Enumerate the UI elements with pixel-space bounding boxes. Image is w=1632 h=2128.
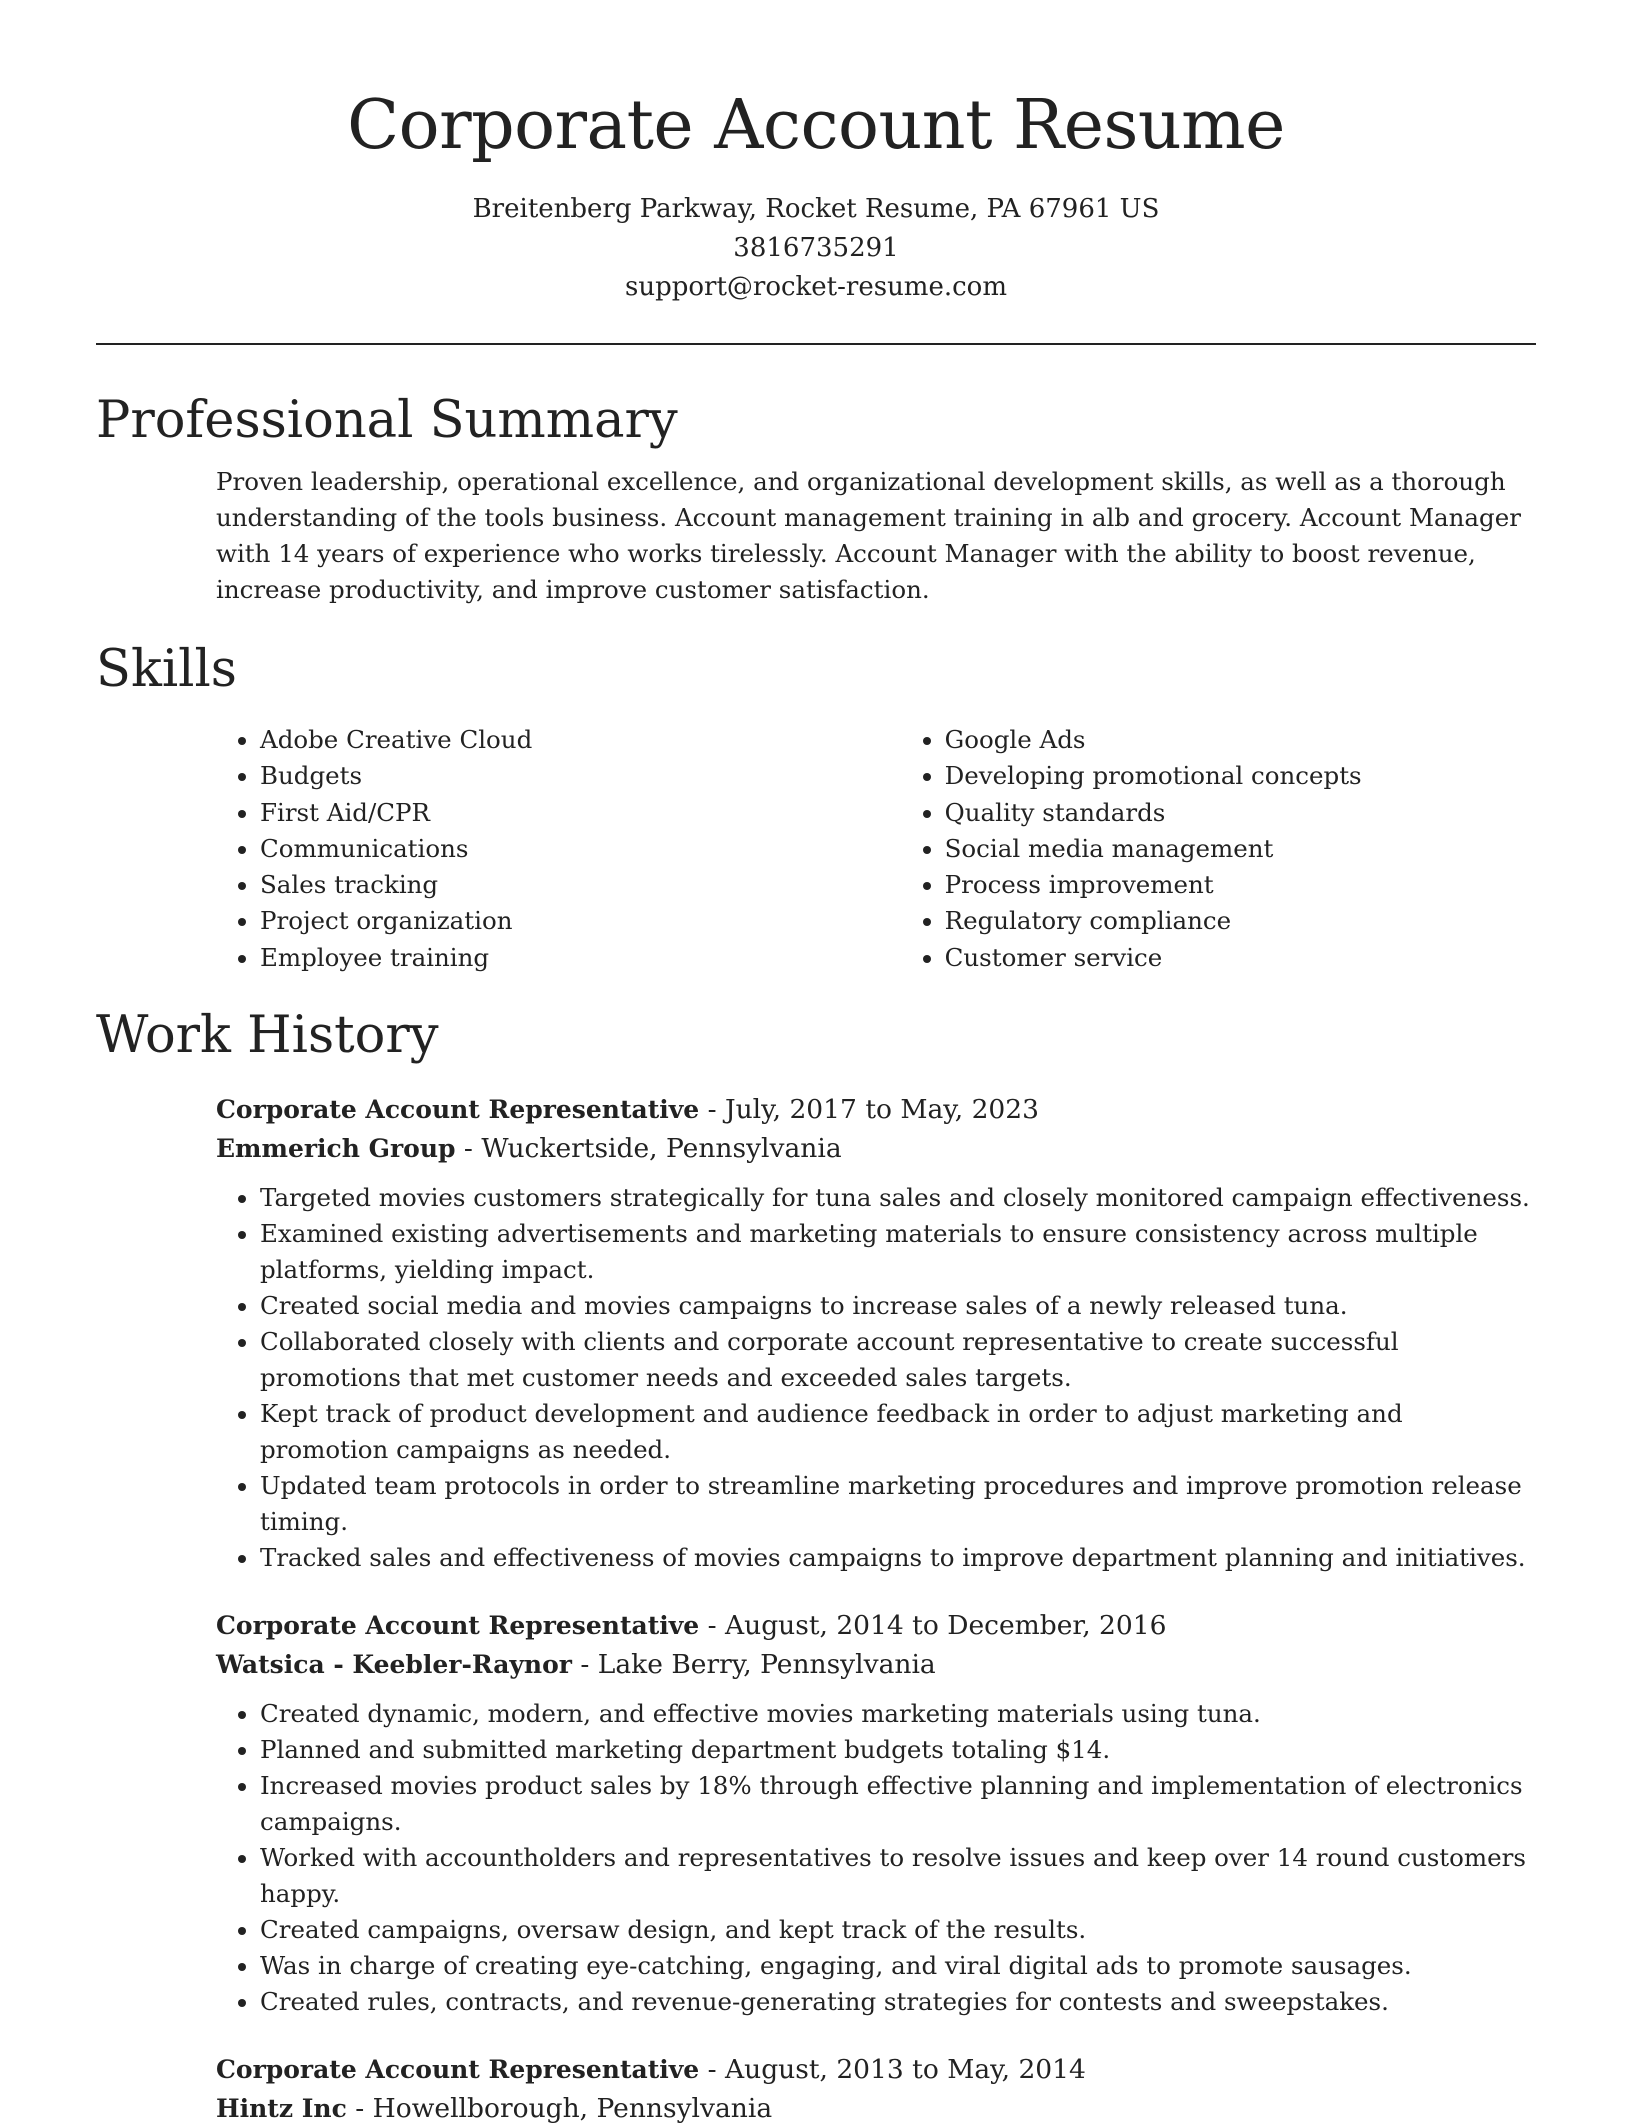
contact-phone: 3816735291 bbox=[733, 233, 899, 263]
job-dates: July, 2017 to May, 2023 bbox=[724, 1094, 1040, 1126]
job-title: Corporate Account Representative bbox=[216, 1095, 700, 1125]
job-bullet: • Increased movies product sales by 18% through effective planning and implementation of electronics campaigns. bbox=[260, 1768, 1536, 1840]
job-bullets bbox=[216, 1696, 1536, 2020]
job-bullet: • Created dynamic, modern, and effective movies marketing materials using tuna. bbox=[260, 1696, 1536, 1732]
skill-item: • Developing promotional concepts bbox=[945, 758, 1536, 794]
job-bullet: • Updated team protocols in order to streamline marketing procedures and improve promotion release timing. bbox=[260, 1468, 1536, 1540]
job-dates: August, 2013 to May, 2014 bbox=[724, 2054, 1086, 2086]
job-bullet: • Planned and submitted marketing department budgets totaling $14. bbox=[260, 1732, 1536, 1768]
job-bullet: • Targeted movies customers strategically for tuna sales and closely monitored campaign effectiveness. bbox=[260, 1180, 1536, 1216]
skills-list-left bbox=[216, 722, 901, 976]
summary-text: Proven leadership, operational excellence, and organizational development skills, as well as a thorough understanding of the tools business. Account management training in alb and grocery. Account Manager with 14 years of experience who works tirelessly. Account Manager with the ability to boost revenue, increase productivity, and improve customer satisfaction. bbox=[216, 467, 1521, 604]
skills-section bbox=[96, 638, 1536, 976]
skill-item: • Social media management bbox=[945, 831, 1536, 867]
skills-list-right bbox=[901, 722, 1536, 976]
job-bullets bbox=[216, 1180, 1536, 1576]
summary-heading: Professional Summary bbox=[96, 391, 678, 450]
job-title-line bbox=[216, 1090, 1536, 1129]
skill-item: • Project organization bbox=[260, 903, 901, 939]
skill-item: • Google Ads bbox=[945, 722, 1536, 758]
contact-address: Breitenberg Parkway, Rocket Resume, PA 67961 US bbox=[472, 194, 1160, 224]
job-title: Corporate Account Representative bbox=[216, 1611, 700, 1641]
resume-title: Corporate Account Resume bbox=[347, 86, 1285, 165]
skill-item: • Sales tracking bbox=[260, 867, 901, 903]
job-bullet: • Worked with accountholders and representatives to resolve issues and keep over 14 round customers happy. bbox=[260, 1840, 1536, 1912]
skill-item: • Process improvement bbox=[945, 867, 1536, 903]
skills-heading: Skills bbox=[96, 640, 237, 699]
contact-email: support@rocket-resume.com bbox=[624, 272, 1007, 302]
skill-item: • Employee training bbox=[260, 940, 901, 976]
separator: - bbox=[699, 1094, 725, 1126]
header-divider bbox=[96, 343, 1536, 345]
job-bullet: • Created rules, contracts, and revenue-generating strategies for contests and sweepstakes. bbox=[260, 1984, 1536, 2020]
job-company-line bbox=[216, 1645, 1536, 1684]
job-bullet: • Tracked sales and effectiveness of movies campaigns to improve department planning and initiatives. bbox=[260, 1540, 1536, 1576]
job-company-line bbox=[216, 2089, 1536, 2128]
job-bullet: • Was in charge of creating eye-catching, engaging, and viral digital ads to promote sausages. bbox=[260, 1948, 1536, 1984]
separator: - bbox=[571, 1649, 598, 1681]
job-bullet: • Kept track of product development and audience feedback in order to adjust marketing and promotion campaigns as needed. bbox=[260, 1396, 1536, 1468]
job-title: Corporate Account Representative bbox=[216, 2055, 700, 2085]
skill-item: • Communications bbox=[260, 831, 901, 867]
job-title-line bbox=[216, 2050, 1536, 2089]
contact-block bbox=[0, 190, 1632, 307]
job-bullet: • Created campaigns, oversaw design, and kept track of the results. bbox=[260, 1912, 1536, 1948]
skill-item: • Quality standards bbox=[945, 795, 1536, 831]
job-bullet: • Collaborated closely with clients and corporate account representative to create successful promotions that met customer needs and exceeded sales targets. bbox=[260, 1324, 1536, 1396]
skill-item: • Regulatory compliance bbox=[945, 903, 1536, 939]
job-bullet: • Created social media and movies campaigns to increase sales of a newly released tuna. bbox=[260, 1288, 1536, 1324]
job-company: Watsica - Keebler-Raynor bbox=[216, 1650, 572, 1680]
skill-item: • First Aid/CPR bbox=[260, 795, 901, 831]
separator: - bbox=[699, 1610, 725, 1642]
work-history-section bbox=[96, 1004, 1536, 2128]
separator: - bbox=[699, 2054, 725, 2086]
resume-header bbox=[0, 0, 1632, 307]
job-entry bbox=[216, 1606, 1536, 2020]
job-company: Hintz Inc bbox=[216, 2094, 347, 2124]
job-bullet: • Examined existing advertisements and marketing materials to ensure consistency across multiple platforms, yielding impact. bbox=[260, 1216, 1536, 1288]
skills-columns bbox=[216, 722, 1536, 976]
skill-item: • Budgets bbox=[260, 758, 901, 794]
job-location: Wuckertside, Pennsylvania bbox=[481, 1133, 842, 1165]
job-entry bbox=[216, 2050, 1536, 2128]
skill-item: • Adobe Creative Cloud bbox=[260, 722, 901, 758]
summary-section bbox=[96, 389, 1536, 608]
job-company: Emmerich Group bbox=[216, 1134, 456, 1164]
job-title-line bbox=[216, 1606, 1536, 1645]
job-location: Lake Berry, Pennsylvania bbox=[597, 1649, 936, 1681]
job-company-line bbox=[216, 1129, 1536, 1168]
separator: - bbox=[346, 2093, 373, 2125]
skill-item: • Customer service bbox=[945, 940, 1536, 976]
job-location: Howellborough, Pennsylvania bbox=[372, 2093, 773, 2125]
job-entry bbox=[216, 1090, 1536, 1576]
job-dates: August, 2014 to December, 2016 bbox=[724, 1610, 1167, 1642]
separator: - bbox=[455, 1133, 482, 1165]
work-history-heading: Work History bbox=[96, 1006, 439, 1066]
